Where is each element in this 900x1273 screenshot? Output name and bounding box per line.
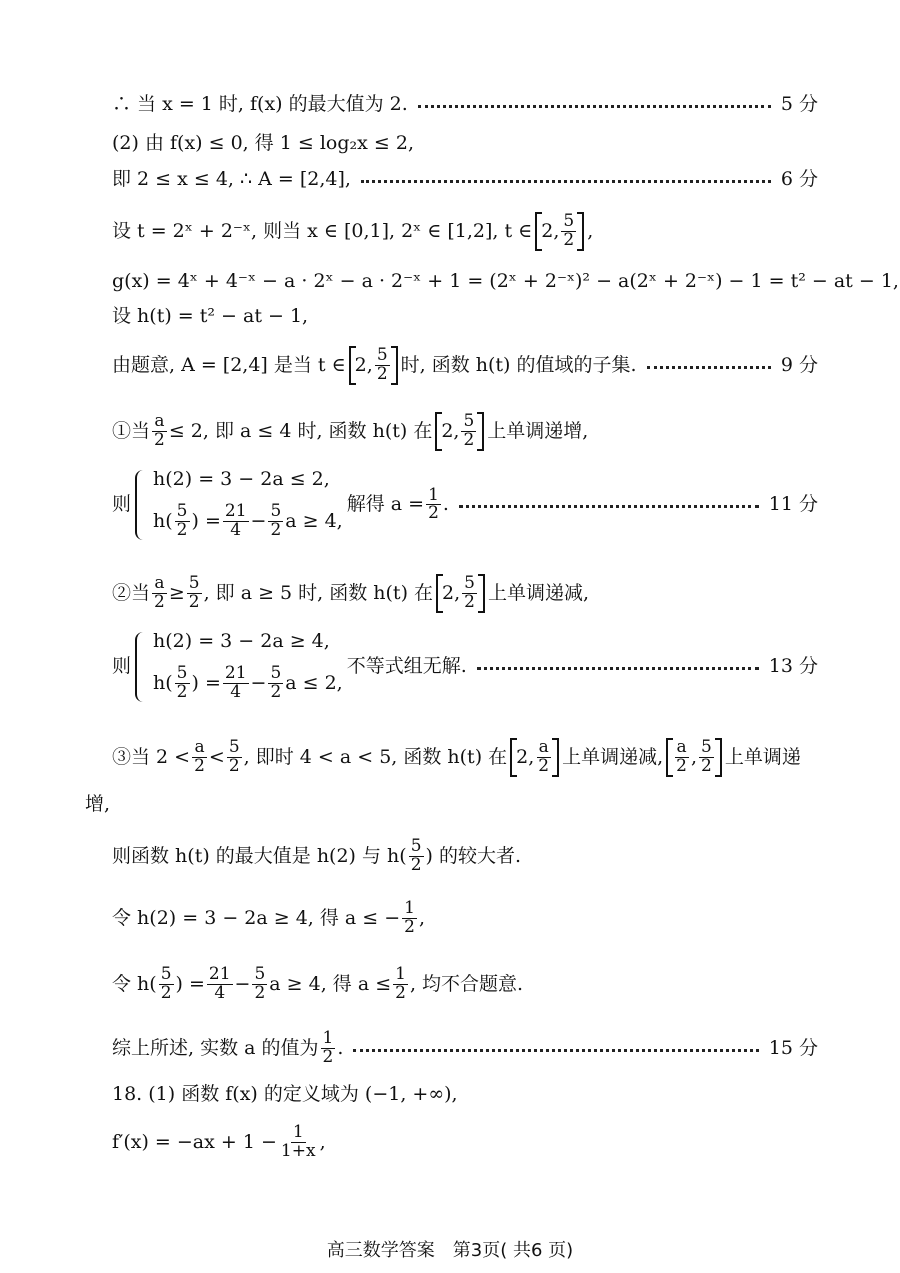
solution-line: 即 2 ≤ x ≤ 4, ∴ A = [2,4], 6 分 bbox=[112, 168, 818, 190]
dot-leader bbox=[353, 1049, 758, 1052]
interval-bracket: $\frac{a}{2}$ , $\frac{5}{2}$ bbox=[666, 738, 722, 777]
brace bbox=[135, 632, 147, 702]
solution-line: 设 t = 2ˣ + 2⁻ˣ, 则当 x ∈ [0,1], 2ˣ ∈ [1,2], t ∈ 2 , $\frac{5}{2}$ , bbox=[112, 211, 594, 250]
solution-line: (2) 由 f(x) ≤ 0, 得 1 ≤ log₂x ≤ 2, bbox=[112, 132, 414, 154]
solution-line: 由题意, A = [2,4] 是当 t ∈ 2 , $\frac{5}{2}$ 时, 函数 h(t) 的值域的子集. 9 分 bbox=[112, 345, 818, 384]
score: 5 分 bbox=[780, 93, 818, 115]
solution-line: 则 h(2) = 3 − 2a ≤ 2, h( $\frac{5}{2}$ ) = $\frac{21}{4}$ − $\frac{5}{2}$ a ≥ 4, 解得 a = $\frac{1}{2}$ . 11 分 bbox=[112, 468, 818, 540]
dot-leader bbox=[418, 105, 771, 108]
score: 13 分 bbox=[768, 655, 818, 678]
solution-line: ∴ 当 x = 1 时, f(x) 的最大值为 2. 5 分 bbox=[112, 93, 818, 115]
interval-bracket: 2 , $\frac{5}{2}$ bbox=[535, 212, 584, 251]
solution-line: 综上所述, 实数 a 的值为 $\frac{1}{2}$ . 15 分 bbox=[112, 1028, 818, 1067]
solution-line: ①当 $\frac{a}{2}$ ≤ 2, 即 a ≤ 4 时, 函数 h(t) 在 2 , $\frac{5}{2}$ 上单调递增, bbox=[112, 411, 589, 450]
fraction: $\frac{1}{2}$ bbox=[428, 484, 439, 524]
dot-leader bbox=[361, 180, 771, 183]
page-footer: 高三数学答案 第3页( 共6 页) bbox=[326, 1240, 574, 1261]
solution-line: 则 h(2) = 3 − 2a ≥ 4, h( $\frac{5}{2}$ ) = $\frac{21}{4}$ − $\frac{5}{2}$ a ≤ 2, 不等式组无解. 13 分 bbox=[112, 630, 818, 702]
equation-system: h(2) = 3 − 2a ≤ 2, h( $\frac{5}{2}$ ) = $\frac{21}{4}$ − $\frac{5}{2}$ a ≥ 4, bbox=[135, 470, 343, 540]
dot-leader bbox=[647, 366, 771, 369]
fraction: $\frac{a}{2}$ bbox=[194, 737, 205, 776]
fraction: $\frac{21}{4}$ bbox=[208, 964, 231, 1003]
fraction: $\frac{5}{2}$ bbox=[376, 345, 388, 384]
fraction: $\frac{a}{2}$ bbox=[154, 573, 165, 612]
fraction: $\frac{5}{2}$ bbox=[228, 737, 240, 776]
score: 6 分 bbox=[780, 168, 818, 190]
solution-line: 设 h(t) = t² − at − 1, bbox=[112, 305, 309, 327]
fraction: $\frac{5}{2}$ bbox=[563, 211, 575, 250]
dot-leader bbox=[459, 505, 759, 508]
fraction: $\frac{5}{2}$ bbox=[410, 836, 422, 875]
solution-line: ②当 $\frac{a}{2}$ ≥ $\frac{5}{2}$ , 即 a ≥ 5 时, 函数 h(t) 在 2 , $\frac{5}{2}$ 上单调递减, bbox=[112, 573, 590, 612]
interval-bracket: 2 , $\frac{5}{2}$ bbox=[349, 346, 398, 385]
equation-system: h(2) = 3 − 2a ≥ 4, h( $\frac{5}{2}$ ) = $\frac{21}{4}$ − $\frac{5}{2}$ a ≤ 2, bbox=[135, 632, 343, 702]
fraction: $\frac{1}{1+x}$ bbox=[280, 1122, 316, 1161]
dot-leader bbox=[477, 667, 759, 670]
solution-line: 则函数 h(t) 的最大值是 h(2) 与 h( $\frac{5}{2}$ ) 的较大者. bbox=[112, 836, 522, 875]
fraction: $\frac{1}{2}$ bbox=[322, 1028, 334, 1067]
interval-bracket: 2 , $\frac{5}{2}$ bbox=[436, 574, 485, 613]
interval-bracket: 2 , $\frac{5}{2}$ bbox=[435, 412, 484, 451]
score: 15 分 bbox=[768, 1036, 818, 1059]
solution-line: f′(x) = −ax + 1 − $\frac{1}{1+x}$ , bbox=[112, 1122, 326, 1161]
fraction: $\frac{5}{2}$ bbox=[160, 964, 172, 1003]
fraction: $\frac{5}{2}$ bbox=[254, 964, 266, 1003]
fraction: $\frac{5}{2}$ bbox=[463, 411, 475, 450]
brace bbox=[135, 470, 147, 540]
score: 11 分 bbox=[768, 493, 818, 516]
solution-line: 18. (1) 函数 f(x) 的定义域为 (−1, +∞), bbox=[112, 1083, 458, 1105]
solution-line: 令 h(2) = 3 − 2a ≥ 4, 得 a ≤ − $\frac{1}{2}$ , bbox=[112, 898, 426, 937]
fraction: $\frac{5}{2}$ bbox=[188, 573, 200, 612]
solution-line: ③当 2 < $\frac{a}{2}$ < $\frac{5}{2}$ , 即时 4 < a < 5, 函数 h(t) 在 2 , $\frac{a}{2}$ 上单调递减, $\frac{a}{2}$ , $\frac{5}{2}$ 上单调递 bbox=[112, 737, 801, 776]
fraction: $\frac{1}{2}$ bbox=[395, 964, 406, 1003]
solution-line: 增, bbox=[85, 793, 111, 815]
fraction: $\frac{1}{2}$ bbox=[404, 898, 415, 937]
solution-line: 令 h( $\frac{5}{2}$ ) = $\frac{21}{4}$ − $\frac{5}{2}$ a ≥ 4, 得 a ≤ $\frac{1}{2}$ , 均不合题意. bbox=[112, 964, 524, 1003]
solution-line: g(x) = 4ˣ + 4⁻ˣ − a · 2ˣ − a · 2⁻ˣ + 1 = (2ˣ + 2⁻ˣ)² − a(2ˣ + 2⁻ˣ) − 1 = t² − at − 1, bbox=[112, 270, 899, 292]
score: 9 分 bbox=[780, 353, 818, 376]
fraction: $\frac{a}{2}$ bbox=[154, 411, 165, 450]
interval-bracket: 2 , $\frac{a}{2}$ bbox=[510, 738, 559, 777]
